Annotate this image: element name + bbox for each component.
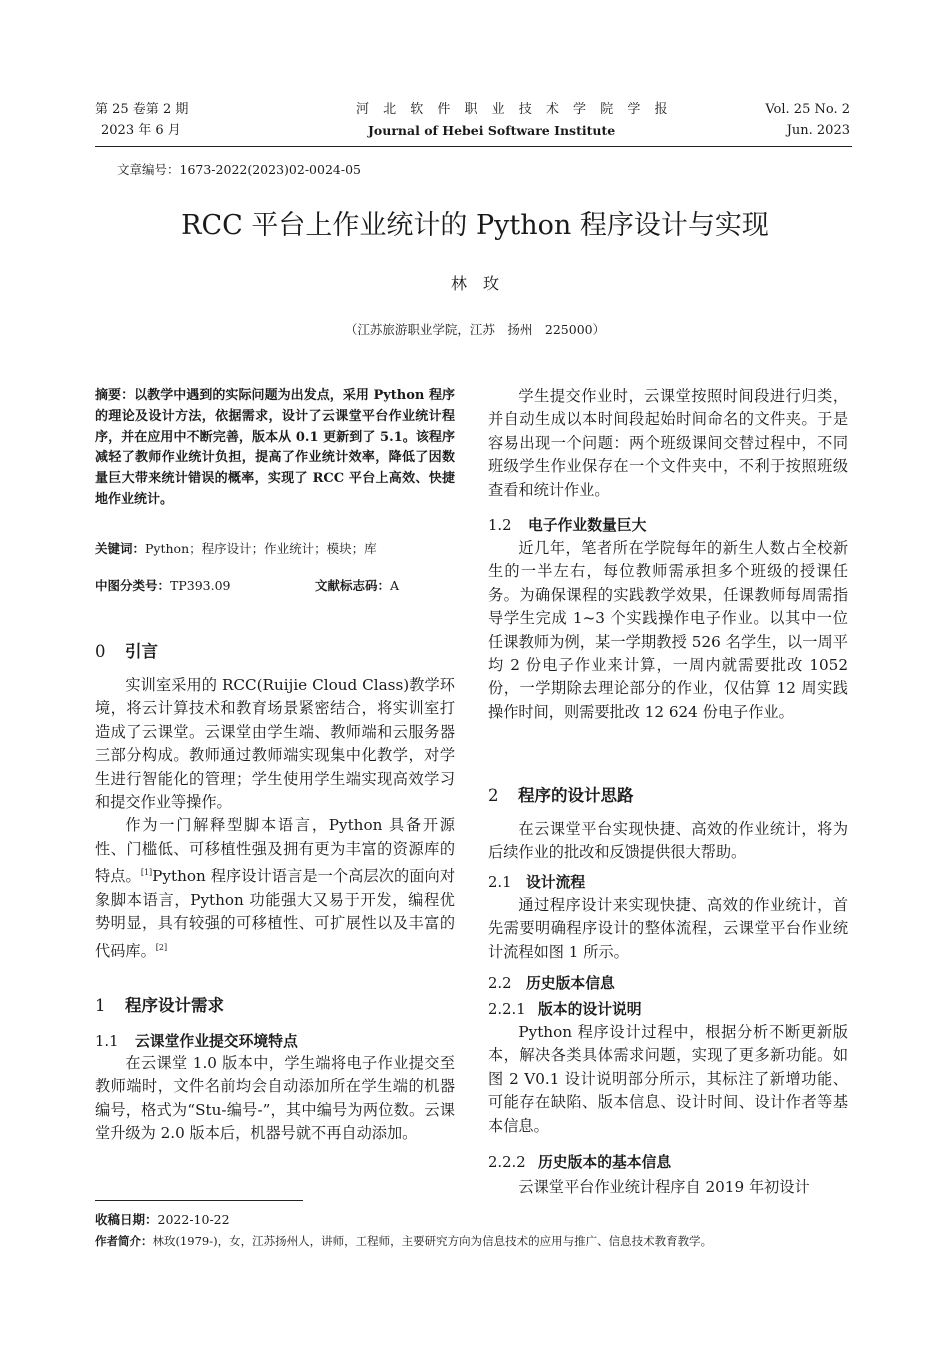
section-1-1-heading: 1.1 云课堂作业提交环境特点 — [95, 1033, 298, 1050]
keywords: 关键词：Python；程序设计；作业统计；模块；库 — [95, 541, 377, 556]
abstract-label: 摘要： — [95, 388, 135, 403]
section-2-2-2-body — [488, 1176, 848, 1199]
section-2-2-2-heading: 2.2.2 历史版本的基本信息 — [488, 1154, 672, 1171]
section-1-2-body — [488, 537, 848, 724]
received-date: 收稿日期：2022-10-22 — [95, 1212, 230, 1227]
section-2-2-1-heading: 2.2.1 版本的设计说明 — [488, 1001, 642, 1018]
header-rule — [95, 146, 852, 147]
paragraph: 在云课堂平台实现快捷、高效的作业统计，将为后续作业的批改和反馈提供很大帮助。 — [488, 820, 848, 862]
header-volume-cn: 第 25 卷第 2 期 — [95, 102, 189, 117]
abstract — [95, 386, 455, 511]
section-2-2-heading: 2.2 历史版本信息 — [488, 975, 615, 992]
article-title: RCC 平台上作业统计的 Python 程序设计与实现 — [181, 210, 769, 241]
header-journal-en: Journal of Hebei Software Institute — [368, 123, 616, 138]
paragraph: 学生提交作业时，云课堂按照时间段进行归类，并自动生成以本时间段起始时间命名的文件夹。于是容易出现一个问题：两个班级课间交替过程中，不同班级学生作业保存在一个文件夹中，不利于按照班级查看和统计作业。 — [488, 387, 848, 499]
header-volume-en: Vol. 25 No. 2 — [765, 102, 850, 117]
footnote-rule — [95, 1200, 303, 1201]
keywords-text: Python；程序设计；作业统计；模块；库 — [145, 541, 377, 556]
header-date-cn: 2023 年 6 月 — [101, 123, 181, 138]
paragraph: 实训室采用的 RCC(Ruijie Cloud Class)教学环境，将云计算技术和教育场景紧密结合，将实训室打造成了云课堂。云课堂由学生端、教师端和云服务器三部分构成。教师通过教师端实现集中化教学，对学生进行智能化的管理；学生使用学生端实现高效学习和提交作业等操作。 — [95, 676, 455, 812]
section-2-1-body — [488, 894, 848, 964]
section-2-heading: 2 程序的设计思路 — [488, 786, 634, 805]
paragraph: 通过程序设计来实现快捷、高效的作业统计，首先需要明确程序设计的整体流程，云课堂平台作业统计流程如图 1 所示。 — [488, 896, 848, 961]
header-date-en: Jun. 2023 — [786, 123, 850, 138]
author-bio: 作者简介：林玫(1979-)，女，江苏扬州人，讲师，工程师，主要研究方向为信息技术的应用与推广、信息技术教育教学。 — [95, 1234, 713, 1248]
citation-1[interactable]: [1] — [140, 868, 153, 878]
section-0-body — [95, 674, 455, 963]
citation-2[interactable]: [2] — [155, 942, 168, 952]
section-1-2-heading: 1.2 电子作业数量巨大 — [488, 517, 647, 534]
clc-number: 中图分类号：TP393.09 — [95, 578, 231, 593]
header-journal-cn: 河 北 软 件 职 业 技 术 学 院 学 报 — [356, 102, 673, 117]
paragraph: 作为一门解释型脚本语言，Python 具备开源性、门槛低、可移植性强及拥有更为丰富的资源库的特点。[1]Python 程序设计语言是一个高层次的面向对象脚本语言，Python 功能强大又易于开发，编程优势明显，具有较强的可移植性、可扩展性以及丰富的代码库。[2] — [95, 816, 456, 960]
section-2-2-1-body — [488, 1021, 848, 1138]
section-0-heading: 0 引言 — [95, 642, 158, 661]
article-number: 文章编号：1673-2022(2023)02-0024-05 — [117, 162, 361, 177]
paragraph: 近几年，笔者所在学院每年的新生人数占全校新生的一半左右，每位教师需承担多个班级的授课任务。为确保课程的实践教学效果，任课教师每周需指导学生完成 1~3 个实践操作电子作业。以其中一位任课教师为例，某一学期教授 526 名学生，以一周平均 2 份电子作业来计算，一周内就需要批改 1052 份，一学期除去理论部分的作业，仅估算 12 周实践操作时间，则需要批改 12 624 份电子作业。 — [488, 539, 848, 721]
abstract-text: 以教学中遇到的实际问题为出发点，采用 Python 程序的理论及设计方法，依据需求，设计了云课堂平台作业统计程序，并在应用中不断完善，版本从 0.1 更新到了 5.1。该程序减轻了教师作业统计负担，提高了作业统计效率，降低了因数量巨大带来统计错误的概率，实现了 RCC 平台上高效、快捷地作业统计。 — [95, 388, 455, 507]
paragraph: Python 程序设计过程中，根据分析不断更新版本，解决各类具体需求问题，实现了更多新功能。如图 2 V0.1 设计说明部分所示，其标注了新增功能、可能存在缺陷、版本信息、设计时间、设计作者等基本信息。 — [488, 1023, 848, 1135]
article-affiliation: （江苏旅游职业学院，江苏 扬州 225000） — [344, 322, 606, 337]
section-2-1-heading: 2.1 设计流程 — [488, 874, 586, 891]
paragraph: 在云课堂 1.0 版本中，学生端将电子作业提交至教师端时，文件名前均会自动添加所在学生端的机器编号，格式为“Stu-编号-”，其中编号为两位数。云课堂升级为 2.0 版本后，机器号就不再自动添加。 — [95, 1054, 455, 1143]
paragraph: 云课堂平台作业统计程序自 2019 年初设计 — [518, 1178, 810, 1196]
section-1-1-body — [95, 1052, 455, 1146]
article-author: 林 玫 — [450, 274, 499, 293]
section-2-body — [488, 818, 848, 865]
section-1-heading: 1 程序设计需求 — [95, 996, 224, 1015]
right-col-intro — [488, 385, 848, 502]
document-code: 文献标志码：A — [315, 578, 400, 593]
